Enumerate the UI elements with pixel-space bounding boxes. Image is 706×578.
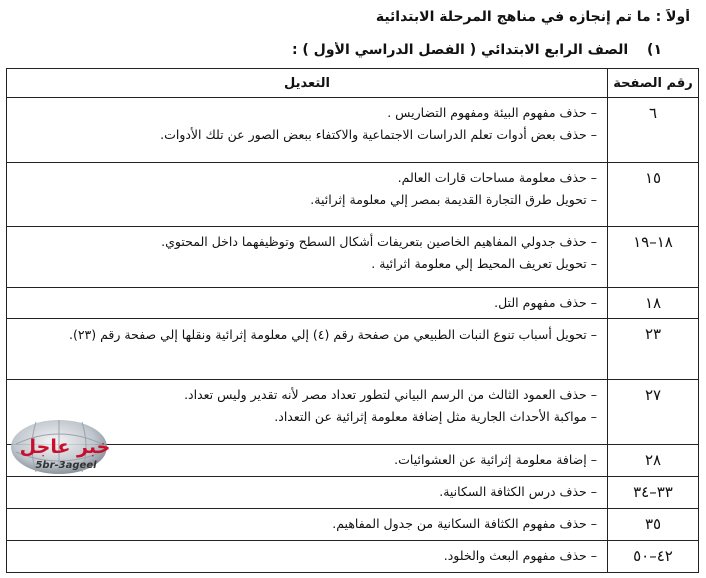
table-row — [7, 227, 699, 288]
modification-cell — [7, 319, 608, 380]
modification-item: – حذف بعض أدوات تعلم الدراسات الاجتماعية والاكتفاء ببعض الصور عن تلك الأدوات. — [160, 127, 597, 142]
watermark-logo — [6, 418, 112, 476]
document-heading: أولاً : ما تم إنجازه في مناهج المرحلة الابتدائية — [375, 9, 690, 25]
modification-item: – تحويل تعريف المحيط إلي معلومة اثرائية . — [371, 256, 597, 271]
modification-cell — [7, 163, 608, 227]
page-column-header: رقم الصفحة — [608, 69, 699, 98]
modification-item: – تحويل أسباب تنوع النبات الطبيعي من صفحة رقم (٤) إلي معلومة إثرائية ونقلها إلي صفحة رقم (٢٣). — [68, 327, 597, 342]
watermark-title: خبر عاجل — [19, 436, 111, 458]
table-row — [7, 163, 699, 227]
modification-cell — [7, 541, 608, 573]
table-row — [7, 477, 699, 509]
page-number-cell: ٢٣ — [608, 319, 699, 380]
modification-item: – حذف مفهوم البعث والخلود. — [443, 548, 597, 563]
modification-item: – حذف العمود الثالث من الرسم البياني لتطور تعداد مصر لأنه تقدير وليس تعداد. — [184, 387, 597, 402]
page-number-cell: ١٨–١٩ — [608, 227, 699, 288]
modifications-table — [6, 68, 699, 573]
modification-item: – حذف مفهوم الكثافة السكانية من جدول المفاهيم. — [332, 516, 597, 531]
modification-item: – مواكبة الأحداث الجارية مثل إضافة معلومة إثرائية عن التعداد. — [274, 409, 597, 424]
modification-item: – حذف درس الكثافة السكانية. — [439, 484, 597, 499]
modification-cell — [7, 98, 608, 163]
modification-item: – حذف مفهوم البيئة ومفهوم التضاريس . — [387, 105, 597, 120]
section-heading — [22, 42, 662, 58]
page-number-cell: ١٨ — [608, 288, 699, 319]
modification-item: – حذف مفهوم التل. — [494, 295, 597, 310]
page-number-cell: ٦ — [608, 98, 699, 163]
modification-cell — [7, 509, 608, 541]
page-number-cell: ٣٥ — [608, 509, 699, 541]
modification-item: – تحويل طرق التجارة القديمة بمصر إلي معلومة إثرائية. — [310, 192, 597, 207]
modification-column-header: التعديل — [7, 69, 608, 98]
page-number-cell: ١٥ — [608, 163, 699, 227]
page-number-cell: ٤٢–٥٠ — [608, 541, 699, 573]
modification-cell — [7, 288, 608, 319]
modification-cell — [7, 477, 608, 509]
modification-cell — [7, 227, 608, 288]
modification-item: – حذف معلومة مساحات قارات العالم. — [397, 170, 597, 185]
page-number-cell: ٣٣–٣٤ — [608, 477, 699, 509]
section-title: الصف الرابع الابتدائي ( الفصل الدراسي الأول ) : — [291, 42, 629, 58]
section-number: ١) — [647, 42, 662, 58]
table-row — [7, 541, 699, 573]
table-row — [7, 288, 699, 319]
page-number-cell: ٢٨ — [608, 445, 699, 477]
modification-item: – إضافة معلومة إثرائية عن العشوائيات. — [394, 452, 597, 467]
modification-item: – حذف جدولي المفاهيم الخاصين بتعريفات أشكال السطح وتوظيفهما داخل المحتوي. — [161, 234, 597, 249]
table-row — [7, 509, 699, 541]
table-header-row — [7, 69, 699, 98]
table-row — [7, 98, 699, 163]
table-row — [7, 319, 699, 380]
watermark-subtitle: 5br-3ageel — [35, 460, 97, 471]
page-number-cell: ٢٧ — [608, 380, 699, 445]
